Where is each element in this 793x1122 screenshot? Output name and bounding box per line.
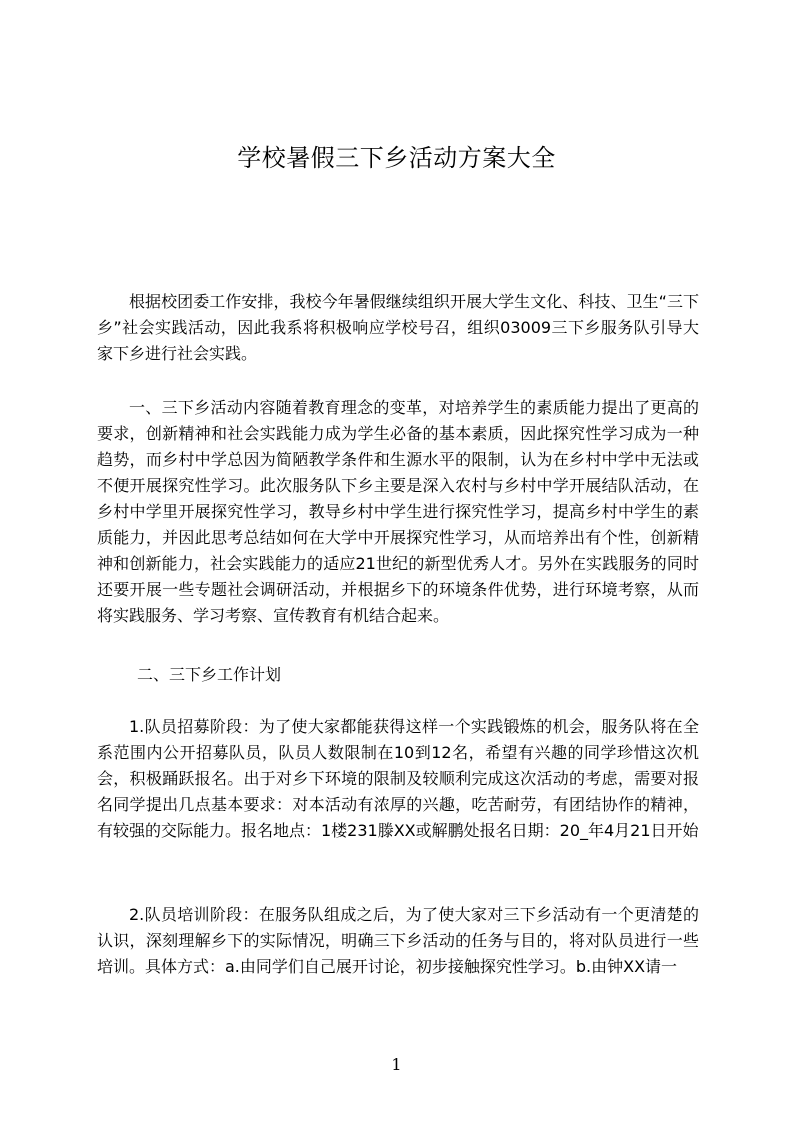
paragraph-step2: 2.队员培训阶段：在服务队组成之后，为了使大家对三下乡活动有一个更清楚的认识，深刻理解乡下的实际情况，明确三下乡活动的任务与目的，将对队员进行一些培训。具体方式：a.由同学们自己展开讨论，初步接触探究性学习。b.由钟XX请一 bbox=[97, 905, 699, 976]
page-number: 1 bbox=[391, 1055, 402, 1074]
paragraph-section1: 一、三下乡活动内容随着教育理念的变革，对培养学生的素质能力提出了更高的要求，创新精神和社会实践能力成为学生必备的基本素质，因此探究性学习成为一种趋势，而乡村中学总因为简陋教学条件和生源水平的限制，认为在乡村中学中无法或不便开展探究性学习。此次服务队下乡主要是深入农村与乡村中学开展结队活动，在乡村中学里开展探究性学习，教导乡村中学生进行探究性学习，提高乡村中学生的素质能力，并因此思考总结如何在大学中开展探究性学习，从而培养出有个性，创新精神和创新能力，社会实践能力的适应21世纪的新型优秀人才。另外在实践服务的同时还要开展一些专题社会调研活动，并根据乡下的环境条件优势，进行环境考察，从而将实践服务、学习考察、宣传教育有机结合起来。 bbox=[97, 398, 699, 625]
section2-heading: 二、三下乡工作计划 bbox=[137, 665, 282, 684]
document-title: 学校暑假三下乡活动方案大全 bbox=[237, 144, 556, 172]
paragraph-intro: 根据校团委工作安排，我校今年暑假继续组织开展大学生文化、科技、卫生“三下乡”社会实践活动，因此我系将积极响应学校号召，组织03009三下乡服务队引导大家下乡进行社会实践。 bbox=[97, 292, 699, 363]
paragraph-step1: 1.队员招募阶段：为了使大家都能获得这样一个实践锻炼的机会，服务队将在全系范围内公开招募队员，队员人数限制在10到12名，希望有兴趣的同学珍惜这次机会，积极踊跃报名。出于对乡下环境的限制及较顺利完成这次活动的考虑，需要对报名同学提出几点基本要求：对本活动有浓厚的兴趣，吃苦耐劳，有团结协作的精神，有较强的交际能力。报名地点：1楼231滕XX或解鹏处报名日期：20_年4月21日开始 bbox=[97, 717, 699, 840]
